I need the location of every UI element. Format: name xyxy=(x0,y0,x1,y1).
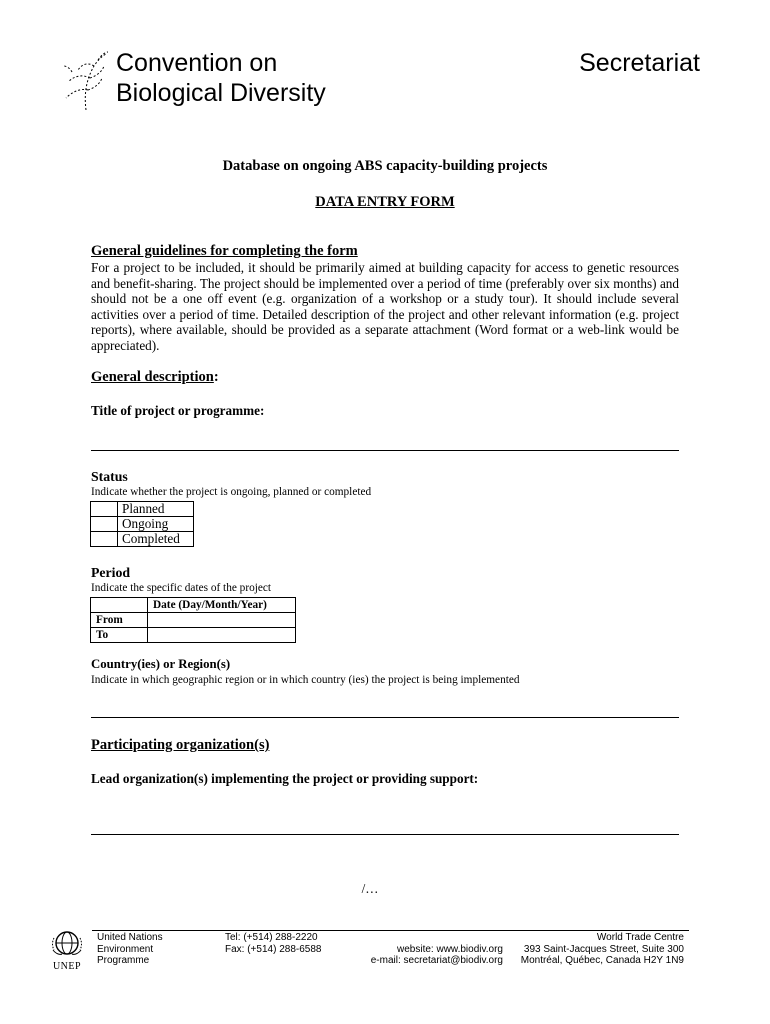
period-col-header: Date (Day/Month/Year) xyxy=(148,598,296,613)
footer-address-line1: World Trade Centre xyxy=(596,932,684,943)
country-heading: Country(ies) or Region(s) xyxy=(91,657,231,671)
continued-marker: /… xyxy=(361,881,379,896)
title-field-label: Title of project or programme: xyxy=(91,403,265,418)
unep-logo-text: UNEP xyxy=(52,961,82,972)
status-table xyxy=(90,501,194,547)
status-label-completed: Completed xyxy=(118,532,194,547)
participating-heading-text: Participating organization(s) xyxy=(91,737,270,753)
secretariat-label: Secretariat xyxy=(579,49,700,77)
footer-address xyxy=(500,932,684,967)
status-label-planned: Planned xyxy=(118,502,194,517)
footer-phone-fax xyxy=(225,932,321,955)
org-name xyxy=(116,48,326,108)
org-name-line2: Biological Diversity xyxy=(116,79,326,107)
unep-logo xyxy=(50,930,84,972)
footer-unep-line1: United Nations xyxy=(97,932,163,943)
form-title: DATA ENTRY FORM xyxy=(315,194,455,210)
guidelines-text: For a project to be included, it should be primarily aimed at building capacity for access to genetic resources and benefit-sharing. The project should be implemented over a period of time (preferably over six months) and should not be a one off event (e.g. organization of a workshop or a study tour). It should include several activities over a period of time. Detailed description of the project and other relevant information (e.g. project reports), where available, should be provided as a separate attachment (Word format or a web-link would be appreciated). xyxy=(91,260,679,353)
unep-globe-logo-icon xyxy=(50,930,84,956)
general-description-heading-colon: : xyxy=(213,369,219,385)
footer-address-line2: 393 Saint-Jacques Street, Suite 300 xyxy=(523,943,684,955)
period-label-to: To xyxy=(91,628,148,643)
general-description-heading-text: General description xyxy=(91,369,214,385)
footer-divider xyxy=(92,930,689,931)
guidelines-heading-text: General guidelines for completing the form xyxy=(91,243,358,259)
status-label-ongoing: Ongoing xyxy=(118,517,194,532)
org-name-line1: Convention on xyxy=(116,49,278,77)
general-description-heading xyxy=(91,369,219,386)
footer-web-email xyxy=(340,932,503,967)
footer-address-line3: Montréal, Québec, Canada H2Y 1N9 xyxy=(520,955,684,966)
status-heading: Status xyxy=(91,469,128,484)
period-date-to-field[interactable] xyxy=(148,628,296,643)
status-checkbox-completed[interactable] xyxy=(91,532,118,547)
guidelines-heading xyxy=(91,243,358,260)
period-table xyxy=(90,597,296,643)
status-checkbox-planned[interactable] xyxy=(91,502,118,517)
period-row-to xyxy=(91,628,296,643)
lead-organization-field-line[interactable] xyxy=(91,834,679,835)
cbd-leaf-logo-icon xyxy=(60,48,110,114)
footer-tel: Tel: (+514) 288-2220 xyxy=(225,932,318,943)
status-row-planned xyxy=(91,502,194,517)
period-hint: Indicate the specific dates of the project xyxy=(91,582,272,594)
lead-organization-label: Lead organization(s) implementing the project or providing support: xyxy=(91,771,479,786)
period-label-from: From xyxy=(91,613,148,628)
status-checkbox-ongoing[interactable] xyxy=(91,517,118,532)
footer-unep-line3: Programme xyxy=(97,955,150,966)
footer-email-link[interactable]: e-mail: secretariat@biodiv.org xyxy=(370,955,503,966)
period-header-empty xyxy=(91,598,148,613)
period-date-from-field[interactable] xyxy=(148,613,296,628)
country-field-line[interactable] xyxy=(91,717,679,718)
database-title: Database on ongoing ABS capacity-building projects xyxy=(222,158,548,174)
country-hint: Indicate in which geographic region or in which country (ies) the project is being implemented xyxy=(91,674,520,686)
title-field-line[interactable] xyxy=(91,450,679,451)
period-row-from xyxy=(91,613,296,628)
footer-unep-line2: Environment xyxy=(97,943,154,955)
footer-website-link[interactable]: website: www.biodiv.org xyxy=(397,943,503,955)
footer-fax: Fax: (+514) 288-6588 xyxy=(225,943,322,955)
period-header-row xyxy=(91,598,296,613)
participating-heading xyxy=(91,737,269,754)
period-heading: Period xyxy=(91,565,131,580)
status-row-ongoing xyxy=(91,517,194,532)
footer-unep-name xyxy=(97,932,163,967)
status-row-completed xyxy=(91,532,194,547)
status-hint: Indicate whether the project is ongoing, planned or completed xyxy=(91,486,372,498)
